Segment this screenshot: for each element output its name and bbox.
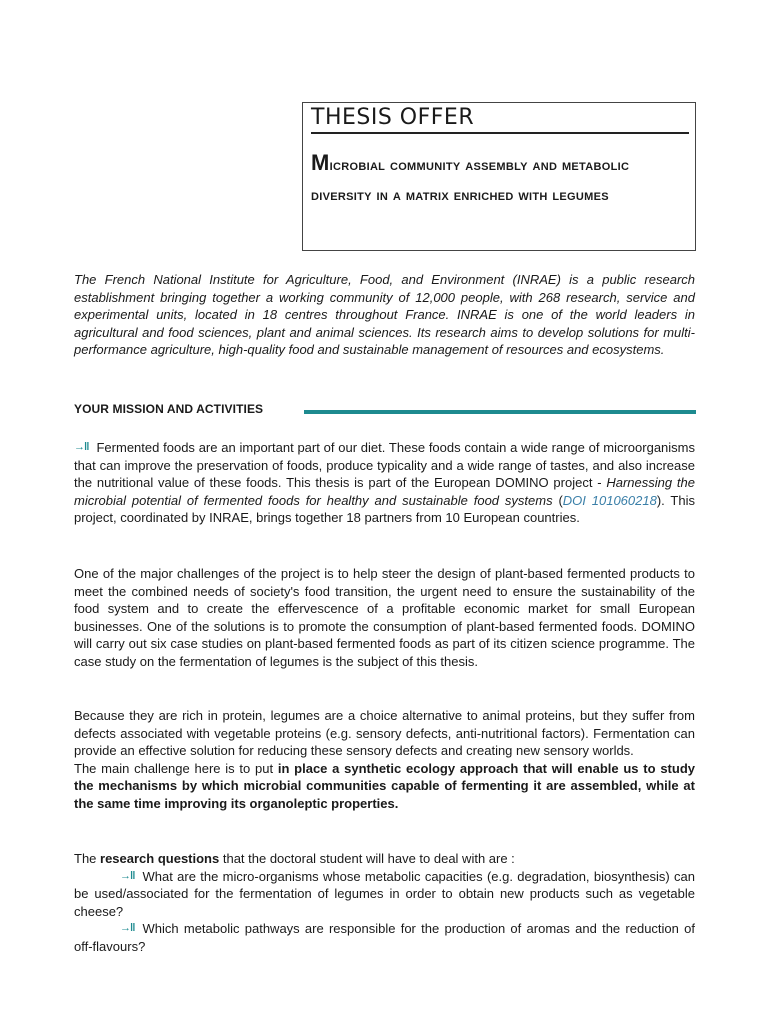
offer-label: THESIS OFFER	[311, 106, 689, 134]
research-questions-bold: research questions	[100, 851, 220, 866]
arrow-bullet-icon: →‖	[120, 869, 135, 882]
project-title: Harnessing the microbial potential of fermented foods for healthy and sustainable food systems	[74, 475, 695, 508]
thesis-title-initial: M	[311, 150, 330, 175]
paragraph1-part1: Fermented foods are an important part of our diet. These foods contain a wide range of microorganisms that can improve the preservation of foods, produce typicality and a wide range of tastes, and also increase the nutritional value of these foods. This thesis is part of the European DOMINO project -	[74, 440, 695, 491]
section-heading-label: YOUR MISSION AND ACTIVITIES	[74, 402, 264, 416]
paragraph4-lead: The	[74, 851, 101, 866]
paragraph3-text: Because they are rich in protein, legumes are a choice alternative to animal proteins, but they suffer from defects associated with vegetable proteins (e.g. sensory defects, anti-nutritional factors). Fermentation can provide an effective solution for reducing these sensory defects and creating new sensory worlds.	[74, 708, 695, 759]
section-heading-rule	[304, 410, 696, 414]
thesis-title-rest: icrobial community assembly and metabolic diversity in a matrix enriched with legumes	[311, 157, 630, 204]
paragraph-challenges: One of the major challenges of the project is to help steer the design of plant-based fermented products to meet the combined needs of society's food transition, the urgent need to ensure the sustainability of the food system and to create the effervescence of a profitable economic market for small European businesses. One of the solutions is to promote the consumption of plant-based fermented foods. DOMINO will carry out six case studies on plant-based fermented foods as part of its citizen science programme. The case study on the fermentation of legumes is the subject of this thesis.	[74, 566, 695, 669]
arrow-bullet-icon: →‖	[74, 441, 89, 453]
paragraph3-challenge-lead: The main challenge here is to put	[74, 760, 278, 776]
paragraph-fermented-foods	[74, 439, 695, 527]
research-question-1: What are the micro-organisms whose metabolic capacities (e.g. degradation, biosynthesis) can be used/associated for the fermentation of legumes in order to obtain new products such as vegetable cheese?	[74, 868, 695, 919]
paragraph1-open-paren: (	[552, 492, 563, 508]
arrow-bullet-icon: →‖	[120, 922, 135, 935]
paragraph-legumes	[74, 707, 695, 813]
thesis-title	[311, 148, 689, 211]
paragraph-research-questions	[74, 850, 695, 956]
doi-link[interactable]: DOI 101060218	[562, 492, 657, 508]
paragraph3-challenge-bold: in place a synthetic ecology approach that will enable us to study the mechanisms by which microbial communities capable of fermenting it are assembled, while at the same time improving its organoleptic properties.	[74, 760, 695, 811]
paragraph4-rest: that the doctoral student will have to deal with are :	[219, 851, 515, 866]
paragraph1-part2: ). This project, coordinated by INRAE, brings together 18 partners from 10 European countries.	[74, 492, 695, 526]
title-box	[302, 102, 696, 251]
intro-paragraph: The French National Institute for Agriculture, Food, and Environment (INRAE) is a public research establishment bringing together a working community of 12,000 people, with 268 research, service and experimental units, located in 18 centres throughout France. INRAE is one of the world leaders in agricultural and food sciences, plant and animal sciences. Its research aims to develop solutions for multi-performance agriculture, high-quality food and sustainable management of resources and ecosystems.	[74, 272, 695, 358]
research-question-2: Which metabolic pathways are responsible for the production of aromas and the reduction of off-flavours?	[74, 921, 695, 954]
section-heading	[74, 402, 696, 420]
